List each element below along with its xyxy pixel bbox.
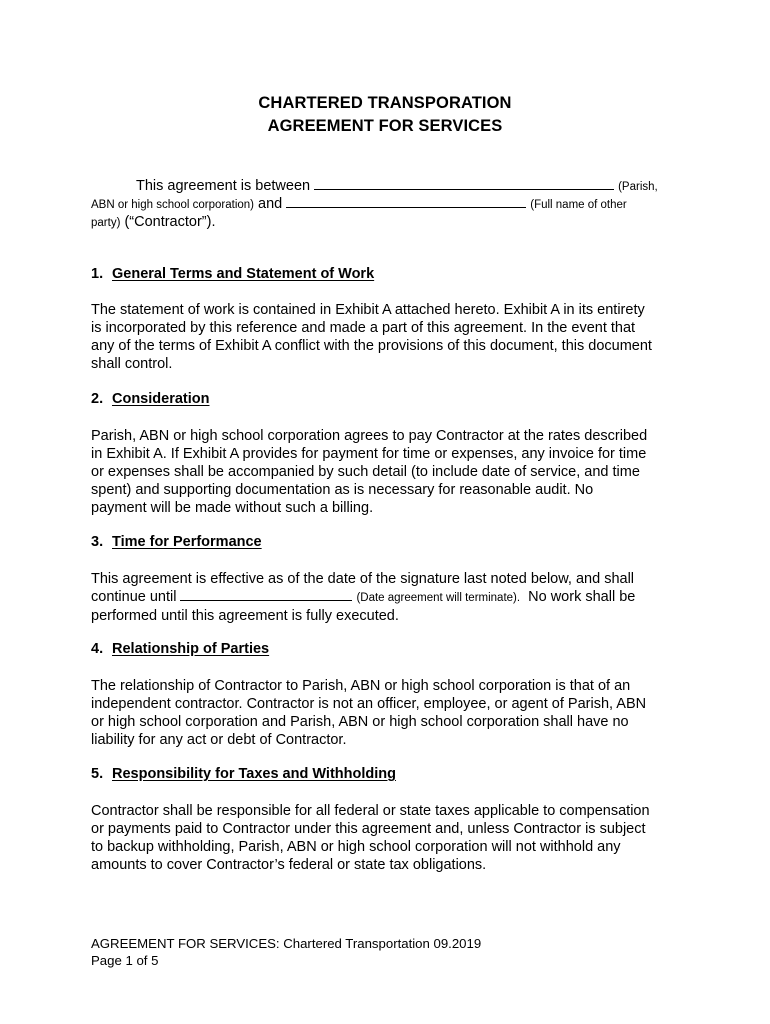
section-title: Relationship of Parties [112, 641, 270, 657]
section-title: General Terms and Statement of Work [112, 266, 375, 282]
intro-note: ABN or high school corporation) [91, 199, 254, 211]
section-title: Time for Performance [112, 534, 262, 550]
document-title-line1: CHARTERED TRANSPORATION [258, 94, 512, 112]
section-title: Responsibility for Taxes and Withholding [112, 766, 396, 782]
paragraph-line [91, 588, 691, 607]
party-name-blank[interactable] [314, 177, 614, 190]
section-number: 2. [91, 391, 104, 407]
section-paragraph [91, 802, 691, 874]
section-heading [91, 641, 269, 657]
section-heading [91, 766, 396, 782]
paragraph-line: spent) and supporting documentation as is necessary for reasonable audit. No [91, 482, 594, 498]
paragraph-line: is incorporated by this reference and made a part of this agreement. In the event that [91, 320, 636, 336]
section-paragraph [91, 427, 691, 517]
paragraph-line: performed until this agreement is fully executed. [91, 608, 399, 624]
paragraph-line: This agreement is effective as of the date of the signature last noted below, and shall [91, 571, 635, 587]
paragraph-line: The statement of work is contained in Exhibit A attached hereto. Exhibit A in its entirety [91, 302, 645, 318]
intro-line [91, 213, 691, 232]
paragraph-text: No work shall be [528, 589, 636, 605]
contractor-name-blank[interactable] [286, 195, 526, 208]
paragraph-line: to backup withholding, Parish, ABN or high school corporation will not withhold any [91, 839, 621, 855]
page-footer [91, 935, 481, 969]
paragraph-line: liability for any act or debt of Contractor. [91, 732, 347, 748]
paragraph-line: or expenses shall be accompanied by such detail (to include date of service, and time [91, 464, 640, 480]
paragraph-line: Contractor shall be responsible for all federal or state taxes applicable to compensation [91, 803, 650, 819]
section-title: Consideration [112, 391, 210, 407]
intro-note: (Parish, [618, 181, 658, 193]
intro-text: This agreement is between [136, 178, 311, 194]
intro-line [136, 177, 736, 196]
section-number: 3. [91, 534, 104, 550]
paragraph-line: in Exhibit A. If Exhibit A provides for payment for time or expenses, any invoice for time [91, 446, 647, 462]
intro-text: and [258, 196, 283, 212]
intro-note: party) [91, 217, 121, 229]
paragraph-line: or high school corporation and Parish, ABN or high school corporation shall have no [91, 714, 629, 730]
paragraph-line: payment will be made without such a billing. [91, 500, 374, 516]
date-note: (Date agreement will terminate). [356, 592, 521, 604]
intro-line [91, 195, 691, 214]
paragraph-line: independent contractor. Contractor is not an officer, employee, or agent of Parish, ABN [91, 696, 647, 712]
paragraph-line: amounts to cover Contractor’s federal or state tax obligations. [91, 857, 487, 873]
paragraph-line: The relationship of Contractor to Parish, ABN or high school corporation is that of an [91, 678, 631, 694]
section-paragraph [91, 677, 691, 749]
paragraph-line: or payments paid to Contractor under this agreement and, unless Contractor is subject [91, 821, 646, 837]
intro-note: (Full name of other [530, 199, 627, 211]
section-paragraph [91, 301, 691, 373]
section-heading [91, 266, 374, 282]
section-number: 4. [91, 641, 104, 657]
section-heading [91, 534, 262, 550]
intro-text: (“Contractor”). [124, 214, 216, 230]
section-paragraph [91, 570, 691, 625]
footer-document-label: AGREEMENT FOR SERVICES: Chartered Transportation 09.2019 [91, 936, 482, 951]
paragraph-line: shall control. [91, 356, 173, 372]
document-title-line2: AGREEMENT FOR SERVICES [267, 117, 503, 135]
section-heading [91, 391, 209, 407]
section-number: 5. [91, 766, 104, 782]
termination-date-blank[interactable] [180, 588, 352, 601]
paragraph-text: continue until [91, 589, 177, 605]
footer-page-number: Page 1 of 5 [91, 953, 159, 968]
paragraph-line: any of the terms of Exhibit A conflict with the provisions of this document, this document [91, 338, 652, 354]
section-number: 1. [91, 266, 104, 282]
paragraph-line: Parish, ABN or high school corporation agrees to pay Contractor at the rates described [91, 428, 648, 444]
